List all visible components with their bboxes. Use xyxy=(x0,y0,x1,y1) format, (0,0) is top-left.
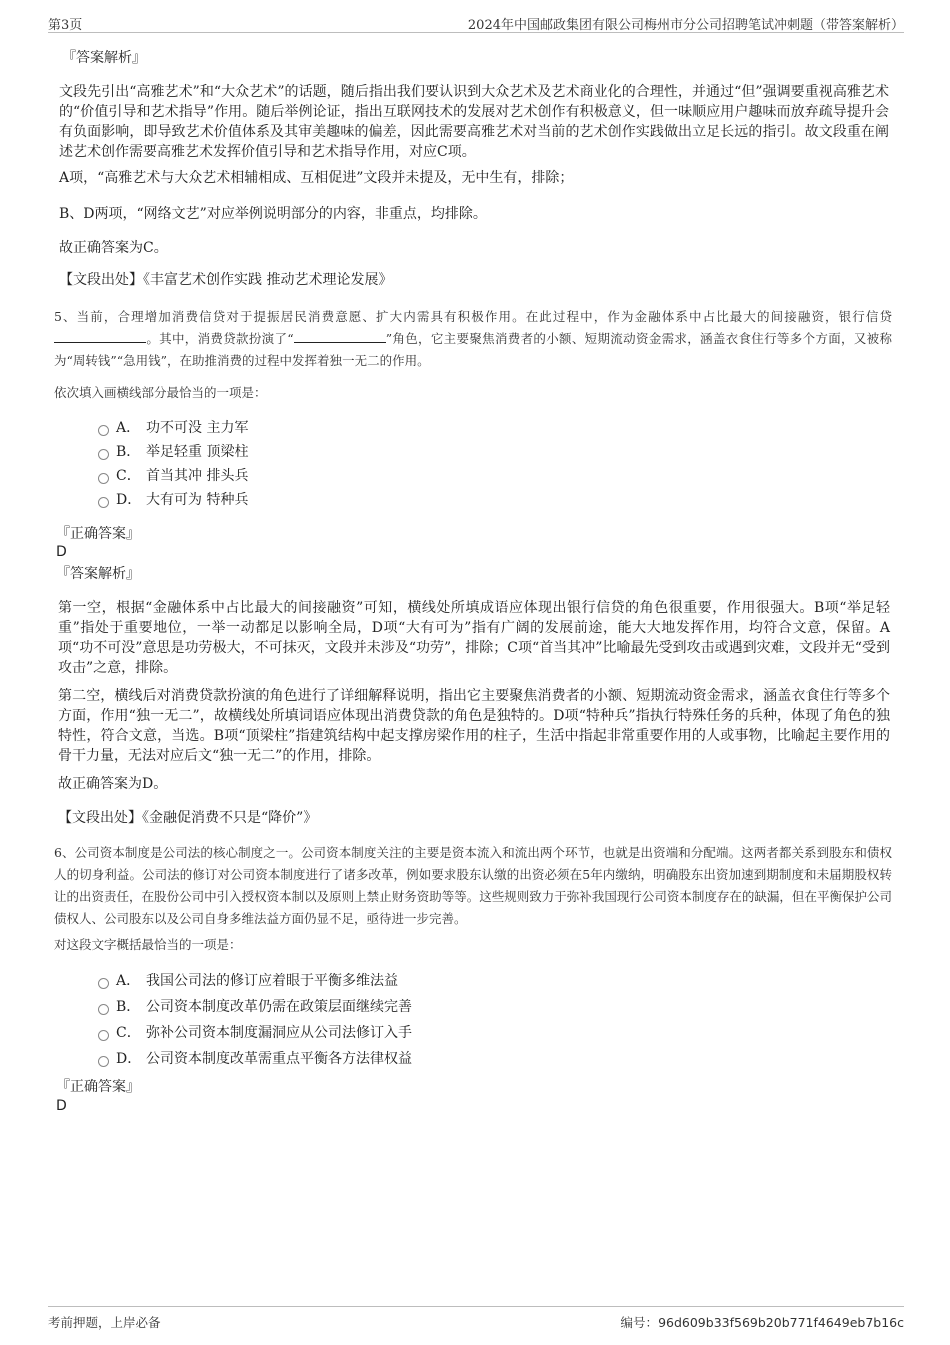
page-header xyxy=(48,12,904,33)
option-b[interactable] xyxy=(56,440,556,464)
radio-button-icon[interactable] xyxy=(98,978,109,989)
option-letter: C． xyxy=(116,1025,141,1041)
correct-answer-label: 『正确答案』 xyxy=(56,526,140,542)
radio-button-icon[interactable] xyxy=(98,425,109,436)
option-text: 功不可没 主力军 xyxy=(146,420,249,436)
radio-button-icon[interactable] xyxy=(98,1056,109,1067)
option-letter: A． xyxy=(116,420,141,436)
analysis-paragraph: B、D两项，“网络文艺”对应举例说明部分的内容，非重点，均排除。 xyxy=(59,206,487,222)
correct-answer-label: 『正确答案』 xyxy=(56,1079,140,1095)
option-d[interactable] xyxy=(56,1047,656,1073)
code-value: 96d609b33f569b20b771f4649eb7b16c xyxy=(658,1315,904,1330)
radio-button-icon[interactable] xyxy=(98,449,109,460)
option-d[interactable] xyxy=(56,488,556,512)
analysis-label: 『答案解析』 xyxy=(56,566,140,582)
footer-slogan: 考前押题，上岸必备 xyxy=(48,1315,161,1330)
analysis-label: 『答案解析』 xyxy=(62,50,146,66)
option-text: 公司资本制度改革需重点平衡各方法律权益 xyxy=(146,1051,412,1067)
page-footer xyxy=(48,1306,904,1331)
analysis-conclusion: 故正确答案为D。 xyxy=(58,776,168,792)
option-c[interactable] xyxy=(56,1021,656,1047)
option-a[interactable] xyxy=(56,969,656,995)
question-5-prompt: 依次填入画横线部分最恰当的一项是： xyxy=(54,385,267,400)
option-letter: C． xyxy=(116,468,141,484)
option-text: 公司资本制度改革仍需在政策层面继续完善 xyxy=(146,999,412,1015)
option-text: 我国公司法的修订应着眼于平衡多维法益 xyxy=(146,973,398,989)
radio-button-icon[interactable] xyxy=(98,473,109,484)
question-5-options xyxy=(56,416,556,512)
correct-answer-value: D xyxy=(56,544,67,560)
option-letter: D． xyxy=(116,492,142,508)
code-label: 编号： xyxy=(620,1315,659,1330)
option-b[interactable] xyxy=(56,995,656,1021)
radio-button-icon[interactable] xyxy=(98,1004,109,1015)
fill-blank xyxy=(294,330,386,343)
radio-button-icon[interactable] xyxy=(98,1030,109,1041)
source-citation: 【文段出处】《金融促消费不只是“降价”》 xyxy=(58,810,318,826)
question-5-text-a: 5、当前，合理增加消费信贷对于提振居民消费意愿、扩大内需具有积极作用。在此过程中，作为金融体系中占比最大的间接融资，银行信贷 xyxy=(54,309,892,324)
analysis-paragraph: 第二空，横线后对消费贷款扮演的角色进行了详细解释说明，指出它主要聚焦消费者的小额、短期流动资金需求，涵盖衣食住行等多个方面，作用“独一无二”，故横线处所填词语应体现出消费贷款的角色是独特的。D项“特种兵”指执行特殊任务的兵种，体现了角色的独特性，符合文意，当选。B项“顶梁柱”指建筑结构中起支撑房梁作用的柱子，生活中指起非常重要作用的人或事物，比喻起主要作用的骨干力量，无法对应后文“独一无二”的作用，排除。 xyxy=(58,688,890,764)
option-letter: D． xyxy=(116,1051,142,1067)
analysis-paragraph: 文段先引出“高雅艺术”和“大众艺术”的话题，随后指出我们要认识到大众艺术及艺术商业化的合理性，并通过“但”强调要重视高雅艺术的“价值引导和艺术指导”作用。随后举例论证，指出互联网技术的发展对艺术创作有积极意义，但一味顺应用户趣味而放弃疏导提升会有负面影响，即导致艺术价值体系及其审美趣味的偏差，因此需要高雅艺术对当前的艺术创作实践做出立足长远的指引。故文段重在阐述艺术创作需要高雅艺术发挥价值引导和艺术指导作用，对应C项。 xyxy=(59,84,889,160)
question-5-text-c: ”角色，它主要聚焦消费者的小额、短期流动资金需求，涵盖衣食住行等多个方面，又被称为“周转钱”“急用钱”，在助推消费的过程中发挥着独一无二的作用。 xyxy=(54,331,892,368)
document-title: 2024年中国邮政集团有限公司梅州市分公司招聘笔试冲刺题（带答案解析） xyxy=(467,18,904,33)
analysis-paragraph: A项，“高雅艺术与大众艺术相辅相成、互相促进”文段并未提及，无中生有，排除； xyxy=(59,170,574,186)
analysis-conclusion: 故正确答案为C。 xyxy=(59,240,168,256)
document-code xyxy=(621,1313,904,1331)
option-letter: B． xyxy=(116,999,141,1015)
question-6-options xyxy=(56,969,656,1073)
question-5-text-b: 。其中，消费贷款扮演了“ xyxy=(146,331,294,346)
source-citation: 【文段出处】《丰富艺术创作实践 推动艺术理论发展》 xyxy=(59,272,393,288)
analysis-paragraph: 第一空，根据“金融体系中占比最大的间接融资”可知，横线处所填成语应体现出银行信贷的角色很重要，作用很强大。B项“举足轻重”指处于重要地位，一举一动都足以影响全局，D项“大有可为”指有广阔的发展前途，能大大地发挥作用，均符合文意，保留。A项“功不可没”意思是功劳极大，不可抹灭，文段并未涉及“功劳”，排除；C项“首当其冲”比喻最先受到攻击或遇到灾难，文段并无“受到攻击”之意，排除。 xyxy=(58,600,890,676)
option-letter: B． xyxy=(116,444,141,460)
question-6-prompt: 对这段文字概括最恰当的一项是： xyxy=(54,937,242,952)
fill-blank xyxy=(54,330,146,343)
option-letter: A． xyxy=(116,973,141,989)
question-6-stem: 6、公司资本制度是公司法的核心制度之一。公司资本制度关注的主要是资本流入和流出两个环节，也就是出资端和分配端。这两者都关系到股东和债权人的切身利益。公司法的修订对公司资本制度进行了诸多改革，例如要求股东认缴的出资必须在5年内缴纳，明确股东出资加速到期制度和未届期股权转让的出资责任，在股份公司中引入授权资本制以及原则上禁止财务资助等等。这些规则致力于弥补我国现行公司资本制度存在的缺漏，但在平衡保护公司债权人、公司股东以及公司自身多维法益方面仍显不足，亟待进一步完善。 xyxy=(54,845,892,926)
question-5-stem xyxy=(54,306,892,372)
option-text: 首当其冲 排头兵 xyxy=(146,468,249,484)
correct-answer-value: D xyxy=(56,1098,67,1114)
page-number: 第3页 xyxy=(48,18,83,33)
option-text: 大有可为 特种兵 xyxy=(146,492,249,508)
option-c[interactable] xyxy=(56,464,556,488)
option-text: 弥补公司资本制度漏洞应从公司法修订入手 xyxy=(146,1025,412,1041)
radio-button-icon[interactable] xyxy=(98,497,109,508)
option-a[interactable] xyxy=(56,416,556,440)
option-text: 举足轻重 顶梁柱 xyxy=(146,444,249,460)
